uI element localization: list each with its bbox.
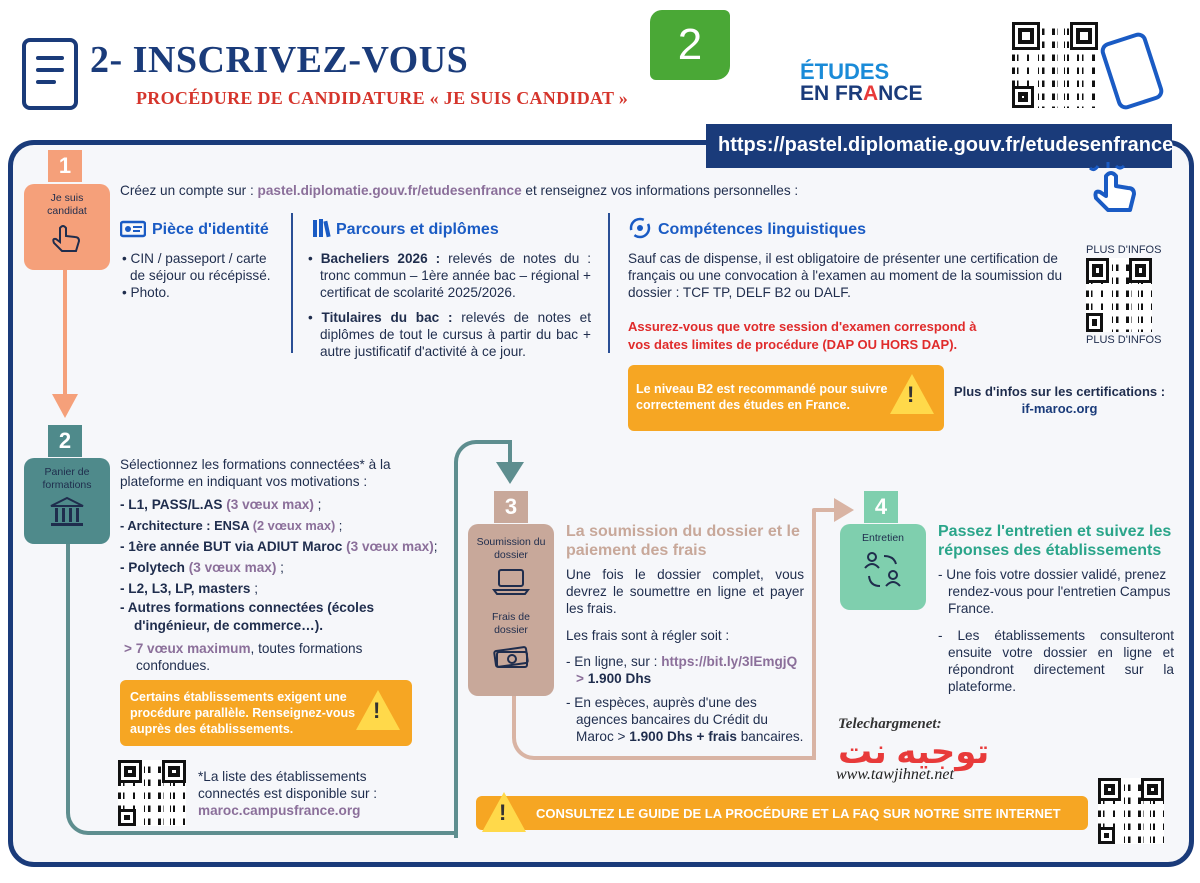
certifications-info: Plus d'infos sur les certifications : if-maroc.org	[953, 384, 1166, 416]
degrees-list	[308, 250, 591, 360]
etudes-en-france-logo: ÉTUDES EN FRANCE	[800, 59, 923, 106]
list-item: - En espèces, auprès d'une des agences bancaires du Crédit du Maroc > 1.900 Dhs + frais bancaires.	[566, 695, 804, 744]
watermark-label: Telechargmenet:	[838, 716, 942, 732]
column-divider	[291, 213, 293, 353]
campusfrance-link[interactable]: maroc.campusfrance.org	[198, 803, 361, 818]
qr-caption: PLUS D'INFOS	[1086, 244, 1162, 256]
list-item: • Photo.	[122, 285, 170, 300]
step-badge: 2	[650, 10, 730, 80]
page-title: 2- INSCRIVEZ-VOUS	[90, 39, 469, 81]
watermark-arabic: توجيه نت	[838, 733, 990, 771]
list-item: - Les établissements consulteront ensuite votre dossier en ligne et répondront directement sur la plateforme.	[938, 628, 1174, 694]
list-item: - Polytech (3 vœux max) ;	[120, 560, 284, 575]
exam-session-warning: Assurez-vous que votre session d'examen correspond à vos dates limites de procédure (DAP OU HORS DAP).	[628, 319, 977, 352]
list-item: - L1, PASS/L.AS (3 vœux max) ;	[120, 497, 322, 512]
smartphone-icon	[1098, 30, 1165, 111]
page-subtitle: PROCÉDURE DE CANDIDATURE « JE SUIS CANDIDAT »	[136, 88, 629, 108]
step-4-card: Entretien	[840, 524, 926, 610]
step-2-card: Panier de formations	[24, 458, 110, 544]
step-1-number: 1	[48, 150, 82, 182]
step-3-card: Soumission du dossier Frais de dossier	[468, 524, 554, 696]
step-1-intro: Créez un compte sur : pastel.diplomatie.gouv.fr/etudesenfrance et renseignez vos informations personnelles :	[120, 183, 799, 198]
connected-list-note: *La liste des établissements connectés est disponible sur : maroc.campusfrance.org	[198, 768, 418, 819]
laptop-icon	[492, 568, 530, 596]
arrow-head-4	[834, 498, 854, 522]
language-text: Sauf cas de dispense, il est obligatoire de présenter une certification de français ou une convocation à l'examen au moment de la soumission du dossier : TCF TP, DELF B2 ou DALF.	[628, 251, 1063, 300]
list-item: - Autres formations connectées (écoles d'ingénieur, de commerce…).	[120, 600, 375, 633]
books-icon	[312, 218, 334, 243]
list-item: - L2, L3, LP, masters ;	[120, 581, 259, 596]
list-item: - En ligne, sur : https://bit.ly/3lEmgjQ > 1.900 Dhs	[566, 654, 798, 686]
warning-icon: !	[890, 374, 934, 414]
campusfrance-qr-code-icon	[118, 760, 186, 826]
payment-link[interactable]: https://bit.ly/3lEmgjQ	[661, 654, 798, 669]
step-2-number: 2	[48, 425, 82, 457]
column-divider	[608, 213, 610, 353]
pastel-url-link[interactable]: https://pastel.diplomatie.gouv.fr/etudesenfrance	[706, 124, 1172, 168]
watermark-site: www.tawjihnet.net	[836, 766, 954, 783]
step-1-card: Je suis candidat	[24, 184, 110, 270]
qr-caption: PLUS D'INFOS	[1086, 334, 1162, 346]
if-maroc-link[interactable]: if-maroc.org	[1021, 401, 1098, 416]
step-4-title: Passez l'entretien et suivez les réponses des établissements	[938, 523, 1172, 559]
max-wishes-note: > 7 vœux maximum, toutes formations confondues.	[124, 641, 363, 673]
pastel-link[interactable]: pastel.diplomatie.gouv.fr/etudesenfrance	[257, 183, 522, 198]
interview-icon	[860, 548, 906, 594]
warning-icon: !	[356, 690, 400, 730]
university-building-icon	[49, 496, 85, 528]
list-item: • Bacheliers 2026 : relevés de notes du : tronc commun – 1ère année bac – régional + certificat de scolarité 2025/2026.	[308, 251, 591, 300]
footer-qr-code-icon	[1098, 778, 1164, 844]
formations-list	[120, 494, 450, 635]
guide-banner[interactable]: CONSULTEZ LE GUIDE DE LA PROCÉDURE ET LA FAQ SUR NOTRE SITE INTERNET	[476, 796, 1088, 830]
step-3-number: 3	[494, 491, 528, 523]
pointing-hand-icon	[1086, 160, 1142, 216]
step-2-intro: Sélectionnez les formations connectées* à la plateforme en indiquant vos motivations :	[120, 457, 391, 489]
parallel-procedure-note: Certains établissements exigent une procédure parallèle. Renseignez-vous auprès des établissements.	[120, 680, 412, 746]
warning-icon: !	[482, 792, 526, 832]
header-qr-code-icon	[1012, 22, 1098, 108]
info-qr-code-icon	[1086, 258, 1152, 332]
identity-list	[120, 250, 280, 301]
arrow-1-2	[63, 265, 67, 397]
list-item: • CIN / passeport / carte de séjour ou récépissé.	[122, 251, 271, 283]
document-icon	[22, 38, 78, 110]
tap-hand-icon	[50, 224, 84, 254]
step-4-number: 4	[864, 491, 898, 523]
identity-section-title: Pièce d'identité	[152, 221, 269, 238]
id-card-icon	[120, 220, 146, 243]
list-item: • Titulaires du bac : relevés de notes et diplômes de tout le cursus à partir du bac + autre justificatif d'activité à ce jour.	[308, 310, 592, 359]
step-3-title: La soumission du dossier et le paiement des frais	[566, 523, 800, 559]
step-3-p2: Les frais sont à régler soit :	[566, 628, 730, 643]
b2-level-note: Le niveau B2 est recommandé pour suivre correctement des études en France.	[628, 365, 944, 431]
degrees-section-title: Parcours et diplômes	[336, 221, 499, 238]
money-icon	[491, 643, 531, 671]
list-item: - Architecture : ENSA (2 vœux max) ;	[120, 518, 343, 533]
list-item: - 1ère année BUT via ADIUT Maroc (3 vœux max);	[120, 539, 438, 554]
arrow-head-3	[496, 462, 524, 484]
language-cycle-icon	[628, 216, 652, 245]
list-item: - Une fois votre dossier validé, prenez rendez-vous pour l'entretien Campus France.	[938, 567, 1171, 616]
language-section-title: Compétences linguistiques	[658, 221, 867, 238]
step-3-p1: Une fois le dossier complet, vous devrez le soumettre en ligne et payer les frais.	[566, 567, 804, 616]
arrow-head-1	[52, 394, 78, 418]
